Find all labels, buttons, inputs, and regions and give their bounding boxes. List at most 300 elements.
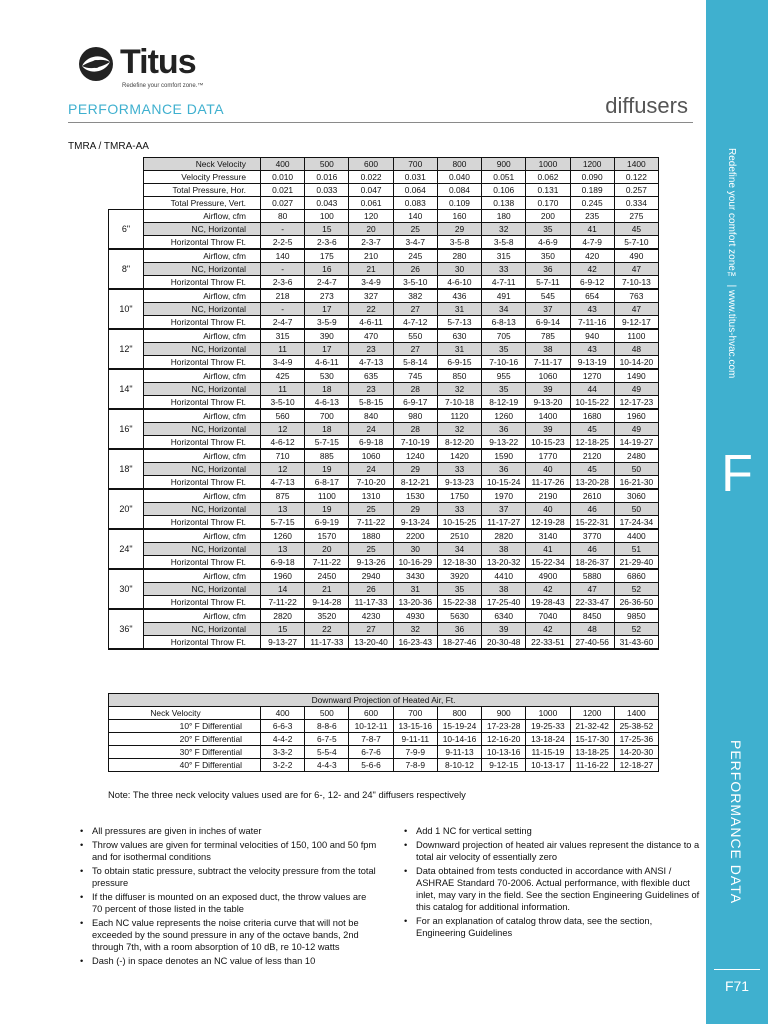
table-row	[109, 636, 659, 650]
table-cell: 9-13-24	[393, 516, 437, 530]
table-cell: 4-6-12	[261, 436, 305, 450]
table-cell: 28	[393, 423, 437, 436]
table-cell: 785	[526, 329, 570, 343]
table-cell: 11-16-22	[570, 759, 614, 772]
table-cell: 9-12-17	[614, 316, 658, 330]
header-cell: 1400	[614, 158, 658, 171]
row-label: Horizontal Throw Ft.	[144, 596, 261, 610]
table-cell: 8-8-6	[305, 720, 349, 733]
neck-size: 10"	[109, 289, 144, 329]
table-cell: 13-20-32	[482, 556, 526, 570]
table-cell: 33	[437, 463, 481, 476]
table-cell: 1270	[570, 369, 614, 383]
table-cell: 8-12-21	[393, 476, 437, 490]
table-cell: 32	[393, 623, 437, 636]
table-cell: 19-28-43	[526, 596, 570, 610]
row-label: NC, Horizontal	[144, 263, 261, 276]
table-cell: 31-43-60	[614, 636, 658, 650]
table-cell: 10-15-24	[482, 476, 526, 490]
table-cell: 12-18-25	[570, 436, 614, 450]
table-cell: 9-13-23	[437, 476, 481, 490]
header-row	[109, 158, 659, 171]
table-cell: 2-3-6	[261, 276, 305, 290]
section-title: PERFORMANCE DATA	[68, 101, 225, 117]
header-cell: 400	[261, 158, 305, 171]
table-cell: 4-6-13	[305, 396, 349, 410]
table-cell: 6860	[614, 569, 658, 583]
table-cell: 1260	[482, 409, 526, 423]
table-cell: 280	[437, 249, 481, 263]
table-cell: 10-16-29	[393, 556, 437, 570]
table-row	[109, 503, 659, 516]
table-cell: 2120	[570, 449, 614, 463]
header-cell: 0.047	[349, 184, 393, 197]
table-cell: 6340	[482, 609, 526, 623]
table-row	[109, 356, 659, 370]
table-cell: 18-27-46	[437, 636, 481, 650]
header-label: Total Pressure, Vert.	[144, 197, 261, 210]
table-cell: 12-19-28	[526, 516, 570, 530]
row-label: Airflow, cfm	[144, 249, 261, 263]
row-label: 10° F Differential	[109, 720, 261, 733]
table-cell: 4-7-13	[261, 476, 305, 490]
header-cell: 0.061	[349, 197, 393, 210]
table-cell: 2510	[437, 529, 481, 543]
table-cell: 1100	[614, 329, 658, 343]
table-row	[109, 720, 659, 733]
table-cell: 19-25-33	[526, 720, 570, 733]
table-cell: 10-12-11	[349, 720, 393, 733]
table-cell: 560	[261, 409, 305, 423]
table-cell: 5-7-15	[305, 436, 349, 450]
table-cell: 18-26-37	[570, 556, 614, 570]
row-label: Airflow, cfm	[144, 569, 261, 583]
table-cell: 26	[349, 583, 393, 596]
table-cell: 44	[570, 383, 614, 396]
table-cell: 36	[437, 623, 481, 636]
table-cell: 42	[526, 583, 570, 596]
table-cell: 21-32-42	[570, 720, 614, 733]
table-cell: 7-9-9	[393, 746, 437, 759]
table-cell: 10-13-17	[526, 759, 570, 772]
model-name: TMRA / TMRA-AA	[68, 141, 149, 152]
bullet-item: • Throw values are given for terminal velocities of 150, 100 and 50 fpm and for isothermal conditions	[78, 839, 378, 863]
table-cell: 382	[393, 289, 437, 303]
table-cell: 27	[393, 343, 437, 356]
row-label: NC, Horizontal	[144, 423, 261, 436]
table-row	[109, 489, 659, 503]
table-cell: 745	[393, 369, 437, 383]
table-cell: 16	[305, 263, 349, 276]
table-row	[109, 396, 659, 410]
table-cell: 1680	[570, 409, 614, 423]
table-cell: 2200	[393, 529, 437, 543]
table-cell: 6-8-17	[305, 476, 349, 490]
table-cell: 18	[305, 383, 349, 396]
table-cell: 420	[570, 249, 614, 263]
header-cell: 0.016	[305, 171, 349, 184]
table-cell: 7-11-16	[570, 316, 614, 330]
header-cell: 0.022	[349, 171, 393, 184]
table-row	[109, 556, 659, 570]
table-cell: 14-19-27	[614, 436, 658, 450]
table-cell: 7-11-17	[526, 356, 570, 370]
blank-cell	[109, 171, 144, 184]
table-cell: 46	[570, 543, 614, 556]
table-cell: 7-11-22	[261, 596, 305, 610]
header-cell: 0.090	[570, 171, 614, 184]
table-cell: 9-14-28	[305, 596, 349, 610]
table-cell: 32	[437, 423, 481, 436]
table-cell: 545	[526, 289, 570, 303]
table-cell: 34	[482, 303, 526, 316]
header-cell: 600	[349, 158, 393, 171]
row-label: NC, Horizontal	[144, 583, 261, 596]
table-cell: 11-17-33	[305, 636, 349, 650]
table-cell: 7-10-20	[349, 476, 393, 490]
row-label: Airflow, cfm	[144, 489, 261, 503]
table-cell: 13-20-28	[570, 476, 614, 490]
table-cell: 12-18-30	[437, 556, 481, 570]
table-cell: 31	[437, 343, 481, 356]
table-cell: 10-15-25	[437, 516, 481, 530]
table-row	[109, 369, 659, 383]
neck-velocity-cell: 500	[305, 707, 349, 720]
table-row	[109, 289, 659, 303]
table-cell: 140	[393, 210, 437, 223]
table-cell: 15	[305, 223, 349, 236]
header-cell: 0.064	[393, 184, 437, 197]
table-cell: 52	[614, 623, 658, 636]
bullet-item: • If the diffuser is mounted on an exposed duct, the throw values are 70 percent of those listed in the table	[78, 891, 378, 915]
table-cell: 2-2-5	[261, 236, 305, 250]
table-cell: 2610	[570, 489, 614, 503]
table-cell: 21	[349, 263, 393, 276]
table-row	[109, 583, 659, 596]
neck-size: 18"	[109, 449, 144, 489]
table-cell: 100	[305, 210, 349, 223]
table-cell: 4-4-2	[261, 733, 305, 746]
row-label: NC, Horizontal	[144, 303, 261, 316]
table-cell: 3520	[305, 609, 349, 623]
header-cell: 0.027	[261, 197, 305, 210]
table-cell: 8-12-20	[437, 436, 481, 450]
header-cell: 0.084	[437, 184, 481, 197]
table-cell: 3430	[393, 569, 437, 583]
header-cell: 0.138	[482, 197, 526, 210]
neck-velocity-label: Neck Velocity	[109, 707, 261, 720]
table-cell: 4-6-9	[526, 236, 570, 250]
table-cell: 245	[393, 249, 437, 263]
table-cell: 38	[482, 583, 526, 596]
table-cell: 27	[393, 303, 437, 316]
table-cell: 30	[393, 543, 437, 556]
table-cell: 390	[305, 329, 349, 343]
table-cell: 12-16-20	[482, 733, 526, 746]
table-cell: 21-29-40	[614, 556, 658, 570]
titus-logo	[78, 40, 218, 92]
table-cell: 33	[437, 503, 481, 516]
table-cell: 35	[482, 343, 526, 356]
table-cell: 10-13-16	[482, 746, 526, 759]
header-row	[109, 171, 659, 184]
table-cell: 160	[437, 210, 481, 223]
table-cell: 4-6-11	[349, 316, 393, 330]
header-label: Velocity Pressure	[144, 171, 261, 184]
header-cell: 0.131	[526, 184, 570, 197]
table-cell: 9-13-20	[526, 396, 570, 410]
table-cell: 3140	[526, 529, 570, 543]
table-cell: 6-7-5	[305, 733, 349, 746]
neck-size: 20"	[109, 489, 144, 529]
section-letter: F	[721, 445, 753, 503]
neck-velocity-cell: 800	[437, 707, 481, 720]
bullet-item: • Each NC value represents the noise criteria curve that will not be exceeded by the sound pressure in any of the octave bands, 2nd through 7th, with a room absorption of 10 dB, re 10-12 watts	[78, 917, 378, 953]
table-cell: 11-17-33	[349, 596, 393, 610]
header-cell: 0.083	[393, 197, 437, 210]
table-cell: 5-5-4	[305, 746, 349, 759]
table-cell: 1880	[349, 529, 393, 543]
table-cell: 17	[305, 303, 349, 316]
row-label: Horizontal Throw Ft.	[144, 436, 261, 450]
table-cell: 43	[570, 303, 614, 316]
header-cell: 500	[305, 158, 349, 171]
table-cell: 4400	[614, 529, 658, 543]
table-row	[109, 516, 659, 530]
page-number: F71	[714, 969, 760, 1002]
table-cell: 3770	[570, 529, 614, 543]
table-cell: 15-17-30	[570, 733, 614, 746]
table-row	[109, 543, 659, 556]
neck-velocity-cell: 900	[482, 707, 526, 720]
table-cell: 700	[305, 409, 349, 423]
row-label: Airflow, cfm	[144, 409, 261, 423]
table-cell: 1310	[349, 489, 393, 503]
row-label: Airflow, cfm	[144, 369, 261, 383]
table-cell: 8-12-19	[482, 396, 526, 410]
table-cell: 2-4-7	[261, 316, 305, 330]
neck-size: 36"	[109, 609, 144, 649]
header-cell: 0.033	[305, 184, 349, 197]
table-row	[109, 329, 659, 343]
table-cell: 1420	[437, 449, 481, 463]
table-cell: 3-5-10	[261, 396, 305, 410]
table-cell: 6-7-6	[349, 746, 393, 759]
table-cell: 50	[614, 463, 658, 476]
table-cell: 3-4-7	[393, 236, 437, 250]
table-cell: 17-25-40	[482, 596, 526, 610]
row-label: Airflow, cfm	[144, 329, 261, 343]
table-cell: 6-8-13	[482, 316, 526, 330]
row-label: Airflow, cfm	[144, 210, 261, 223]
table-cell: 27	[349, 623, 393, 636]
row-label: Horizontal Throw Ft.	[144, 396, 261, 410]
table-cell: 705	[482, 329, 526, 343]
table-cell: 46	[570, 503, 614, 516]
table-row	[109, 263, 659, 276]
table-row	[109, 316, 659, 330]
row-label: Airflow, cfm	[144, 289, 261, 303]
brand-name: Titus	[120, 43, 196, 81]
table-cell: 49	[614, 423, 658, 436]
table-cell: 4-7-9	[570, 236, 614, 250]
table-cell: 12-17-23	[614, 396, 658, 410]
neck-velocity-cell: 1000	[526, 707, 570, 720]
header-cell: 0.031	[393, 171, 437, 184]
row-label: 20° F Differential	[109, 733, 261, 746]
header-cell: 0.170	[526, 197, 570, 210]
table-cell: 1960	[614, 409, 658, 423]
table-cell: 3920	[437, 569, 481, 583]
table-cell: 4-4-3	[305, 759, 349, 772]
header-cell: 0.334	[614, 197, 658, 210]
header-cell: 0.021	[261, 184, 305, 197]
table-cell: 5630	[437, 609, 481, 623]
table-cell: 275	[614, 210, 658, 223]
table-cell: 45	[614, 223, 658, 236]
bullet-item: • Add 1 NC for vertical setting	[402, 825, 702, 837]
neck-size: 6"	[109, 210, 144, 250]
table-row	[109, 449, 659, 463]
header-cell: 0.257	[614, 184, 658, 197]
table-cell: 10-15-23	[526, 436, 570, 450]
table-cell: 9-12-15	[482, 759, 526, 772]
table-cell: 6-9-19	[305, 516, 349, 530]
table-cell: 9-11-11	[393, 733, 437, 746]
titus-swirl-icon	[78, 46, 114, 82]
downward-title: Downward Projection of Heated Air, Ft.	[109, 694, 659, 707]
blank-cell	[109, 158, 144, 171]
table-cell: 33	[482, 263, 526, 276]
table-cell: 11	[261, 343, 305, 356]
table-cell: 37	[482, 503, 526, 516]
neck-velocity-cell: 1200	[570, 707, 614, 720]
row-label: Airflow, cfm	[144, 529, 261, 543]
table-cell: 630	[437, 329, 481, 343]
table-cell: 7-10-13	[614, 276, 658, 290]
table-cell: 4-7-11	[482, 276, 526, 290]
table-cell: 940	[570, 329, 614, 343]
table-cell: 29	[393, 503, 437, 516]
table-cell: 40	[526, 503, 570, 516]
table-cell: 763	[614, 289, 658, 303]
neck-velocity-cell: 600	[349, 707, 393, 720]
table-cell: 25	[393, 223, 437, 236]
table-cell: 13-18-25	[570, 746, 614, 759]
table-cell: 38	[482, 543, 526, 556]
table-cell: 8450	[570, 609, 614, 623]
table-row	[109, 210, 659, 223]
table-cell: 7-10-16	[482, 356, 526, 370]
table-cell: 15-22-34	[526, 556, 570, 570]
table-cell: 710	[261, 449, 305, 463]
downward-header-row	[109, 707, 659, 720]
table-cell: 5-7-13	[437, 316, 481, 330]
table-cell: 24	[349, 463, 393, 476]
table-cell: 654	[570, 289, 614, 303]
table-cell: 2-4-7	[305, 276, 349, 290]
table-cell: 3-5-8	[437, 236, 481, 250]
table-cell: 6-9-15	[437, 356, 481, 370]
performance-table	[108, 157, 659, 650]
table-cell: 491	[482, 289, 526, 303]
table-cell: 49	[614, 383, 658, 396]
table-cell: 875	[261, 489, 305, 503]
table-cell: 9850	[614, 609, 658, 623]
table-cell: 34	[437, 543, 481, 556]
row-label: Horizontal Throw Ft.	[144, 516, 261, 530]
row-label: Horizontal Throw Ft.	[144, 236, 261, 250]
table-cell: 350	[526, 249, 570, 263]
table-cell: 5-8-14	[393, 356, 437, 370]
table-cell: 2940	[349, 569, 393, 583]
table-cell: 12-18-27	[614, 759, 658, 772]
table-row	[109, 529, 659, 543]
table-cell: 27-40-56	[570, 636, 614, 650]
table-cell: 315	[261, 329, 305, 343]
bullet-item: • All pressures are given in inches of water	[78, 825, 378, 837]
table-cell: 4-7-12	[393, 316, 437, 330]
table-cell: 1400	[526, 409, 570, 423]
table-cell: 2-3-6	[305, 236, 349, 250]
table-row	[109, 276, 659, 290]
table-cell: 7-10-18	[437, 396, 481, 410]
table-cell: 7-11-22	[305, 556, 349, 570]
table-row	[109, 733, 659, 746]
table-cell: 3-4-9	[349, 276, 393, 290]
blank-cell	[109, 184, 144, 197]
table-cell: 4410	[482, 569, 526, 583]
table-cell: 2450	[305, 569, 349, 583]
table-cell: 4-6-11	[305, 356, 349, 370]
table-cell: 5-8-15	[349, 396, 393, 410]
header-cell: 800	[437, 158, 481, 171]
table-cell: 1120	[437, 409, 481, 423]
table-cell: 13-20-40	[349, 636, 393, 650]
table-cell: 26-36-50	[614, 596, 658, 610]
table-row	[109, 596, 659, 610]
table-row	[109, 303, 659, 316]
table-cell: 41	[570, 223, 614, 236]
table-cell: 38	[526, 343, 570, 356]
table-cell: 32	[482, 223, 526, 236]
row-label: Horizontal Throw Ft.	[144, 316, 261, 330]
neck-size: 16"	[109, 409, 144, 449]
table-cell: 22-33-47	[570, 596, 614, 610]
table-cell: 28	[393, 383, 437, 396]
table-cell: 17-23-28	[482, 720, 526, 733]
row-label: Horizontal Throw Ft.	[144, 276, 261, 290]
table-cell: 9-13-19	[570, 356, 614, 370]
notes-right	[402, 825, 702, 941]
table-cell: -	[261, 303, 305, 316]
table-cell: 11-17-26	[526, 476, 570, 490]
table-cell: 980	[393, 409, 437, 423]
table-cell: 4-7-13	[349, 356, 393, 370]
table-cell: 2480	[614, 449, 658, 463]
sidebar-url: Redefine your comfort zone™ | www.titus-hvac.com	[726, 148, 737, 379]
row-label: 30° F Differential	[109, 746, 261, 759]
table-row	[109, 476, 659, 490]
table-cell: 885	[305, 449, 349, 463]
table-cell: 36	[482, 423, 526, 436]
table-cell: 37	[526, 303, 570, 316]
table-cell: 210	[349, 249, 393, 263]
table-cell: 21	[305, 583, 349, 596]
table-cell: 19	[305, 463, 349, 476]
table-cell: 1490	[614, 369, 658, 383]
header-cell: 0.010	[261, 171, 305, 184]
